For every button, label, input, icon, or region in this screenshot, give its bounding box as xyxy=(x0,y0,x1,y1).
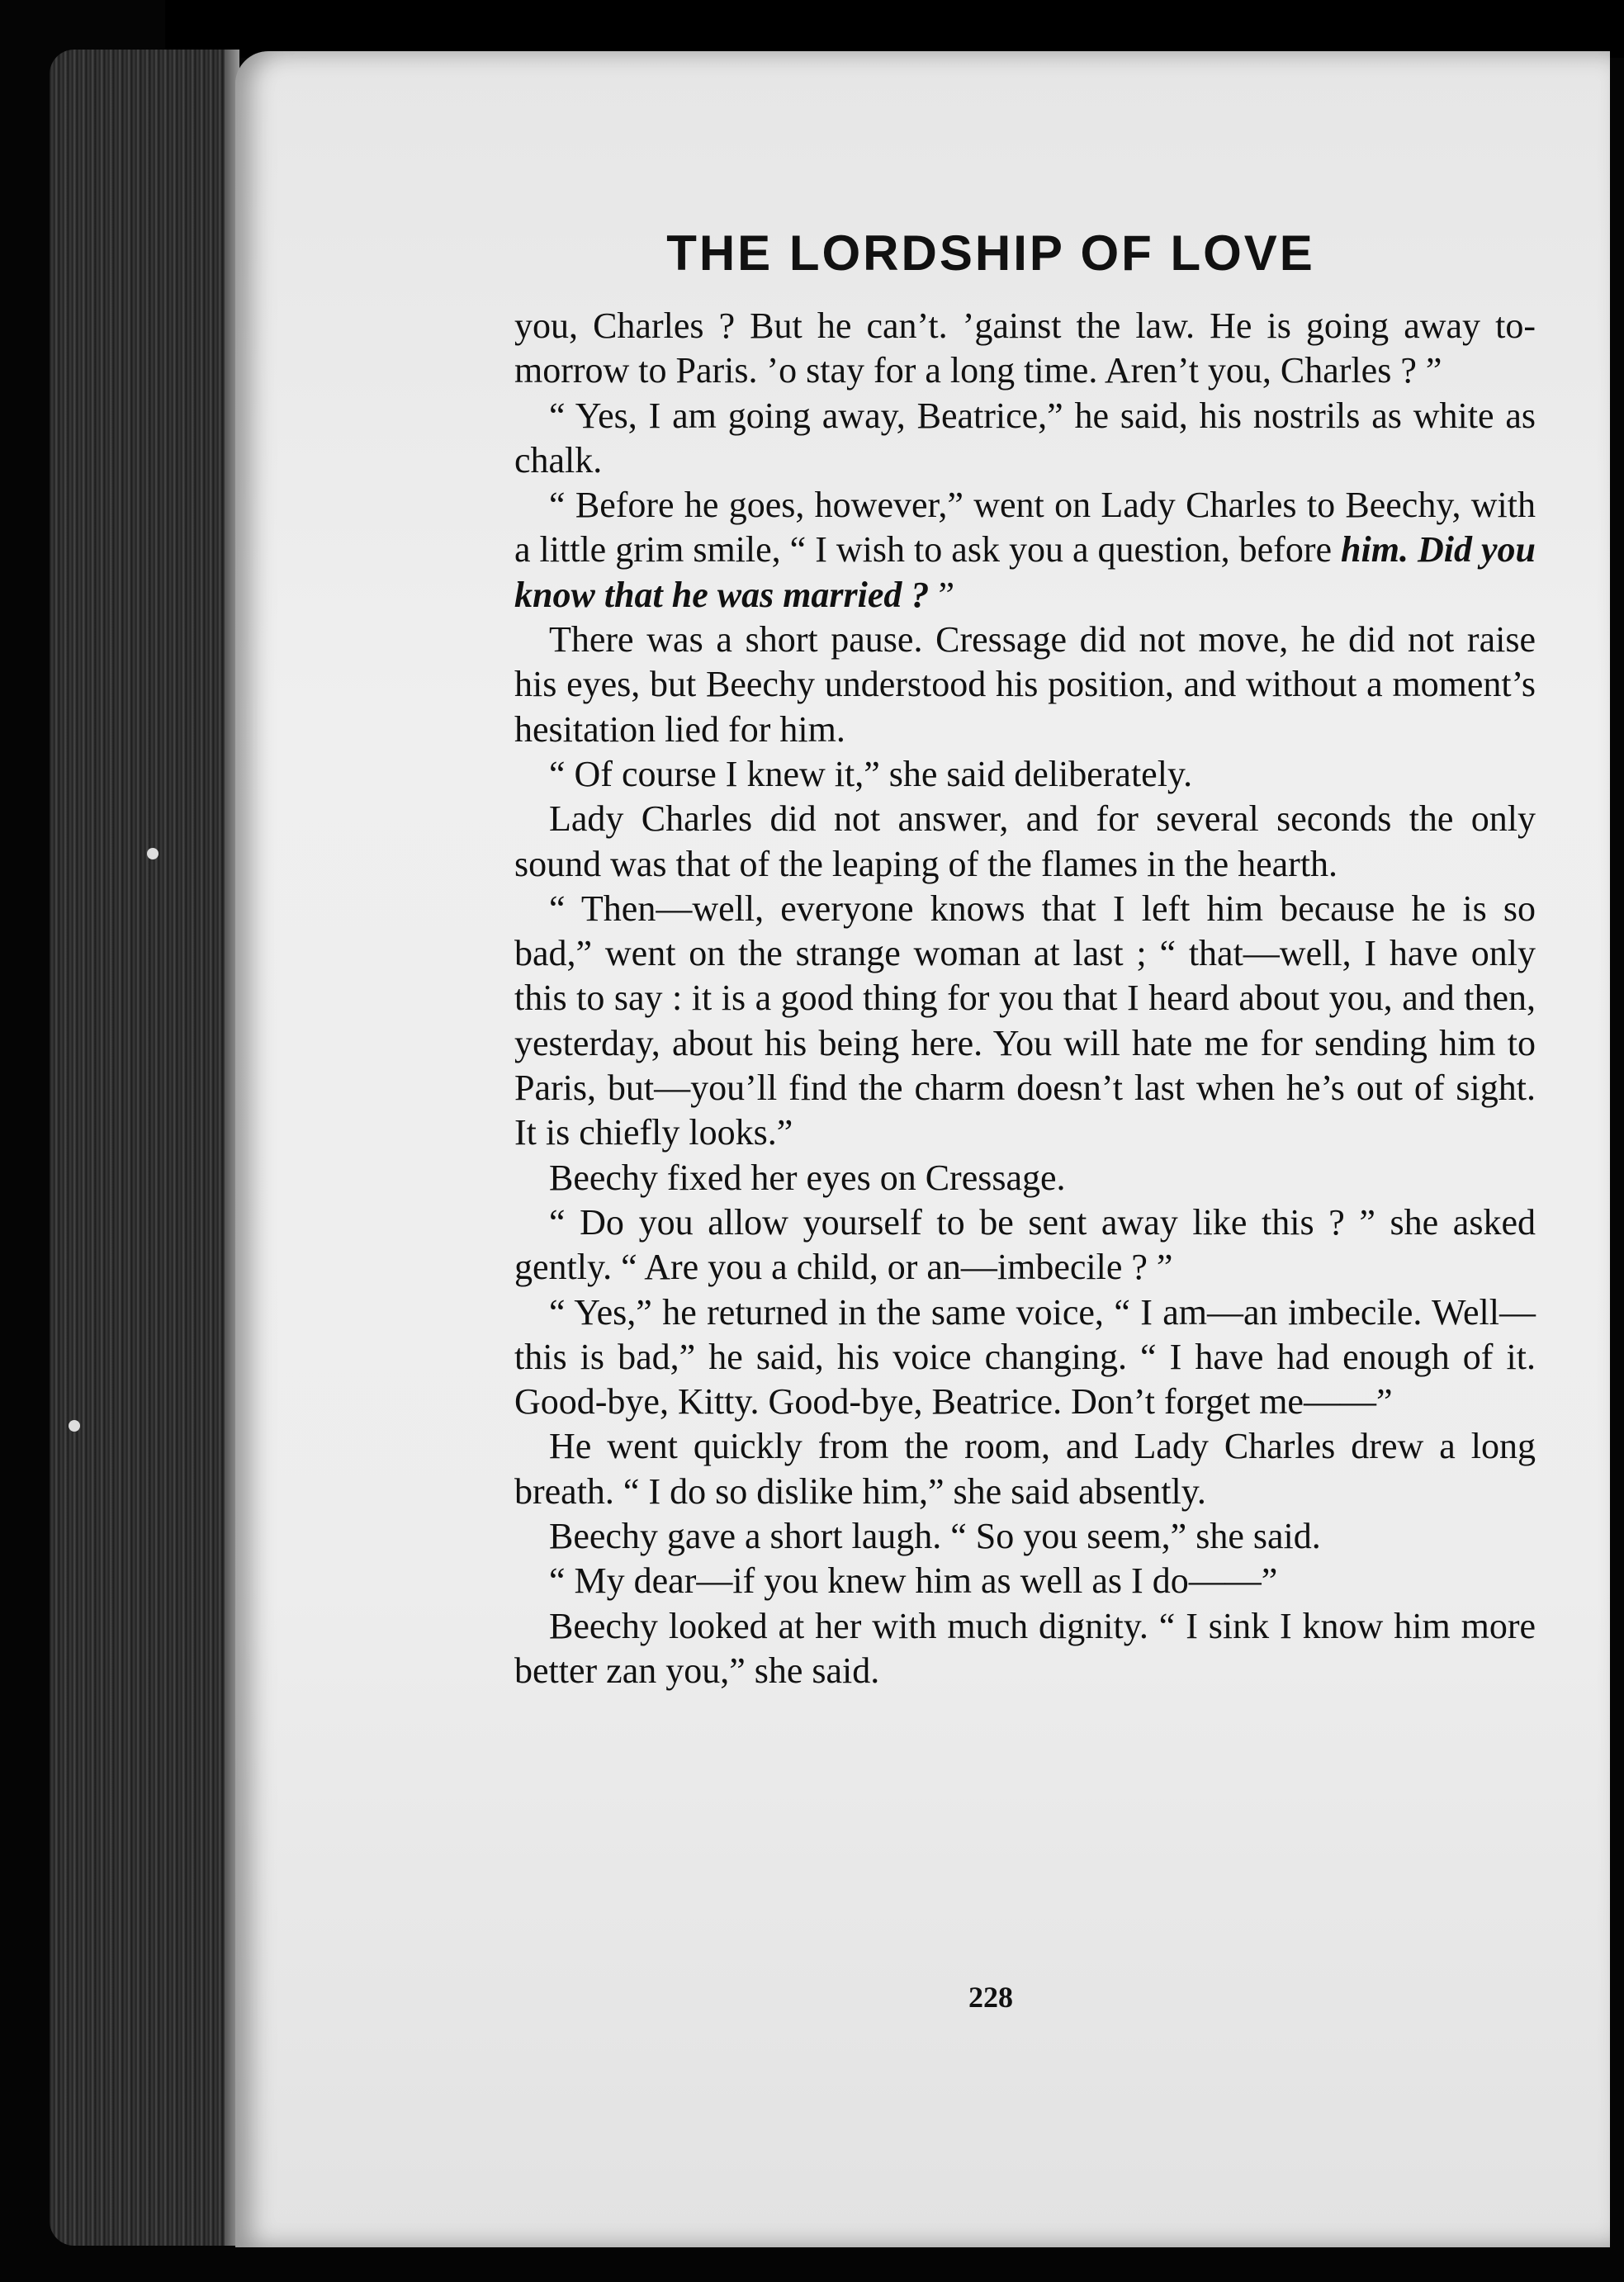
paragraph-text: Beechy looked at her with much dignity. “ I sink I know him more better zan you,” she said. xyxy=(514,1605,1536,1691)
paragraph xyxy=(514,1290,1536,1425)
paragraph xyxy=(514,1424,1536,1514)
paragraph xyxy=(514,483,1536,618)
paragraph-text: ” xyxy=(929,574,954,615)
scan-speck xyxy=(147,848,159,859)
top-shadow xyxy=(165,0,1624,58)
paragraph-text: you, Charles ? But he can’t. ’gainst the law. He is going away to-morrow to Paris. ’o stay for a long time. Aren’t you, Charles ? ” xyxy=(514,305,1536,391)
scan-speck xyxy=(69,1420,80,1432)
paragraph xyxy=(514,1156,1536,1200)
paragraph xyxy=(514,1200,1536,1290)
paragraph xyxy=(514,1604,1536,1694)
paragraph-text xyxy=(1409,529,1418,570)
paragraph-text: He went quickly from the room, and Lady Charles drew a long breath. “ I do so dislike him,” she said absently. xyxy=(514,1426,1536,1512)
paragraph-text: “ Then—well, everyone knows that I left him because he is so bad,” went on the strange woman at last ; “ that—well, I have only this to say : it is a good thing for you that I heard about you, and then, yesterday, about his being here. You will hate me for sending him to Paris, but—you’ll find the charm doesn’t last when he’s out of sight. It is chiefly looks.” xyxy=(514,888,1536,1153)
running-head: THE LORDSHIP OF LOVE xyxy=(666,225,1315,281)
paragraph-text: “ Do you allow yourself to be sent away like this ? ” she asked gently. “ Are you a child, or an—imbecile ? ” xyxy=(514,1201,1536,1288)
paragraph xyxy=(514,797,1536,887)
paragraph-text: “ Before he goes, however,” went on Lady Charles to Beechy, with a little grim smile, “ I wish to ask you a question, before xyxy=(514,485,1536,570)
paragraph-text: Beechy fixed her eyes on Cressage. xyxy=(549,1157,1066,1198)
italic-text: Did you know that he was married ? xyxy=(514,529,1536,615)
paragraph xyxy=(514,618,1536,752)
book-page-edges xyxy=(50,50,239,2246)
paragraph-text: “ Yes, I am going away, Beatrice,” he said, his nostrils as white as chalk. xyxy=(514,395,1536,481)
paragraph xyxy=(514,1559,1536,1603)
paragraph-text: “ My dear—if you knew him as well as I do——” xyxy=(549,1560,1278,1602)
paragraph xyxy=(514,394,1536,484)
paragraph xyxy=(514,887,1536,1156)
paragraph-text: There was a short pause. Cressage did not move, he did not raise his eyes, but Beechy understood his position, and without a moment’s hesitation lied for him. xyxy=(514,619,1536,750)
paragraph-text: “ Yes,” he returned in the same voice, “ I am—an imbecile. Well—this is bad,” he said, his voice changing. “ I have had enough of it. Good-bye, Kitty. Good-bye, Beatrice. Don’t forget me——” xyxy=(514,1291,1536,1423)
italic-text: him. xyxy=(1341,529,1409,570)
paragraph-text: Beechy gave a short laugh. “ So you seem,” she said. xyxy=(549,1516,1321,1557)
paragraph xyxy=(514,1514,1536,1559)
paragraph-text: Lady Charles did not answer, and for several seconds the only sound was that of the leaping of the flames in the hearth. xyxy=(514,798,1536,884)
paragraph xyxy=(514,304,1536,394)
body-text xyxy=(514,304,1536,1693)
page-number: 228 xyxy=(968,1981,1013,2014)
paragraph xyxy=(514,752,1536,797)
paragraph-text: “ Of course I knew it,” she said deliberately. xyxy=(549,753,1193,794)
